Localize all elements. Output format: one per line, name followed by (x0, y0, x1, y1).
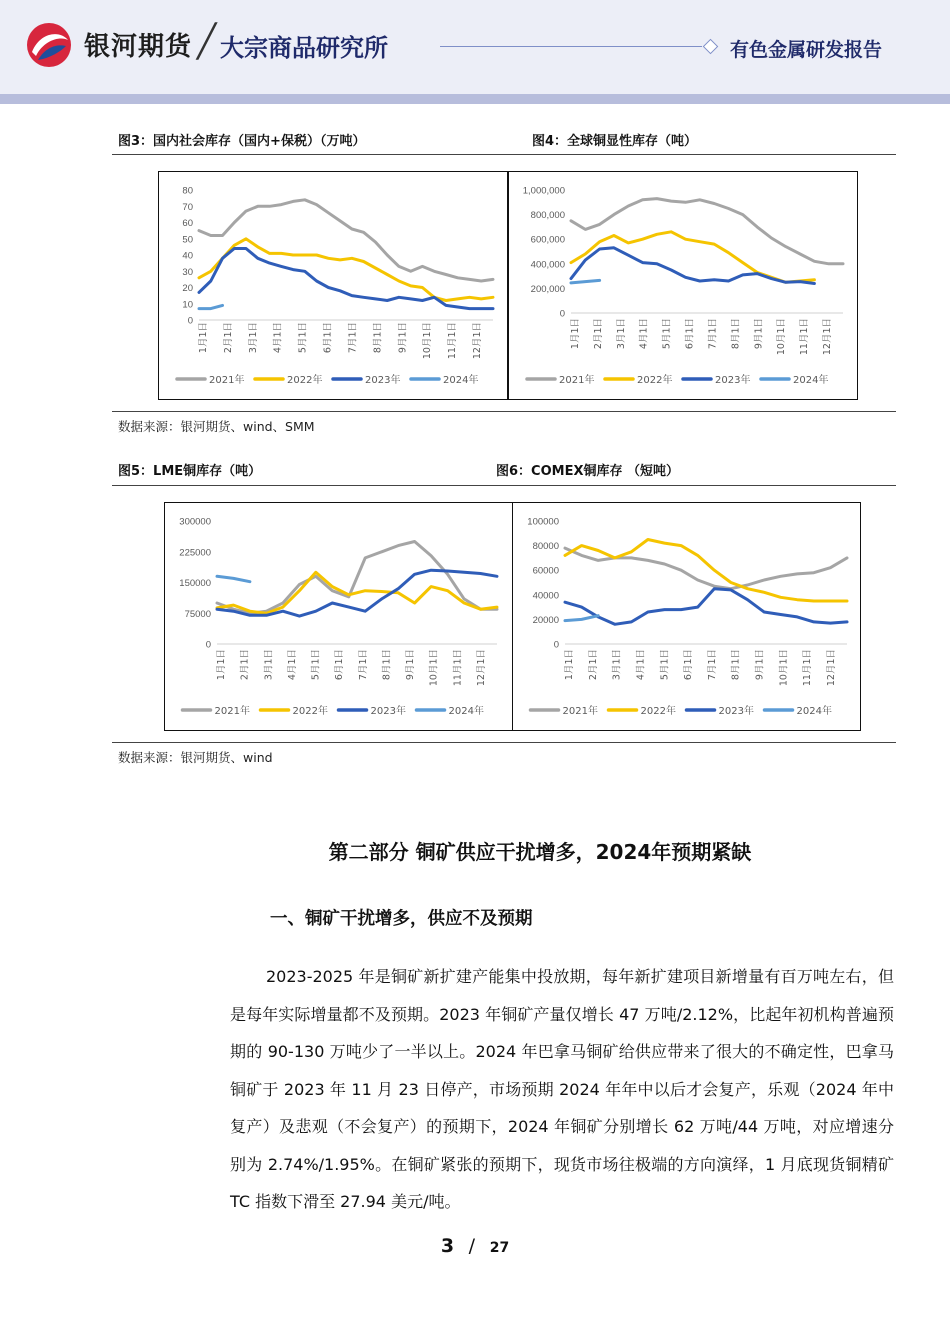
section-title: 第二部分 铜矿供应干扰增多，2024年预期紧缺 (328, 840, 752, 864)
legend-label: 2021年 (209, 375, 245, 386)
x-tick-label: 8月1日 (730, 649, 742, 681)
y-tick-label: 20000 (532, 614, 559, 626)
x-tick-label: 11月1日 (452, 649, 464, 687)
y-tick-label: 600,000 (530, 234, 565, 246)
y-tick-label: 0 (559, 308, 565, 320)
institute-name: 大宗商品研究所 (220, 34, 388, 62)
x-tick-label: 10月1日 (422, 322, 434, 360)
fig3-chart (158, 171, 508, 400)
y-tick-label: 40 (182, 250, 193, 262)
x-tick-label: 5月1日 (659, 649, 671, 681)
fig4-chart (508, 171, 858, 400)
fig6-caption: 图6：COMEX铜库存 （短吨） (496, 464, 680, 479)
y-tick-label: 400,000 (530, 259, 565, 271)
x-tick-label: 11月1日 (447, 322, 459, 360)
y-tick-label: 100000 (527, 516, 559, 528)
series-line-2023年 (565, 589, 847, 625)
x-tick-label: 8月1日 (381, 649, 393, 681)
x-tick-label: 7月1日 (707, 318, 719, 350)
y-tick-label: 225000 (179, 547, 211, 559)
legend-label: 2021年 (214, 706, 250, 717)
x-tick-label: 6月1日 (683, 649, 695, 681)
diamond-icon (703, 39, 719, 55)
fig4-svg (509, 172, 857, 399)
series-line-2021年 (217, 542, 497, 614)
header-bar (0, 94, 950, 104)
series-line-2024年 (199, 305, 223, 308)
y-tick-label: 80 (182, 185, 193, 197)
x-tick-label: 3月1日 (611, 649, 623, 681)
x-tick-label: 9月1日 (754, 649, 766, 681)
legend-label: 2023年 (715, 375, 751, 386)
x-tick-label: 4月1日 (286, 649, 298, 681)
x-tick-label: 9月1日 (397, 322, 409, 354)
legend-label: 2023年 (370, 706, 406, 717)
y-tick-label: 40000 (532, 590, 559, 602)
source-1: 数据来源：银河期货、wind、SMM (118, 419, 315, 434)
fig6-chart (512, 502, 861, 731)
fig6-svg (513, 503, 860, 730)
caption-rule-mid1 (112, 411, 896, 412)
y-tick-label: 0 (553, 639, 559, 651)
legend-label: 2021年 (562, 706, 598, 717)
legend-label: 2022年 (637, 375, 673, 386)
series-line-2021年 (571, 199, 843, 264)
caption-rule-bottom (112, 742, 896, 743)
header-slash: ╱ (197, 22, 217, 60)
report-type: 有色金属研发报告 (730, 39, 883, 61)
legend-label: 2022年 (287, 375, 323, 386)
page-header (0, 0, 950, 94)
x-tick-label: 8月1日 (730, 318, 742, 350)
page-current: 3 (440, 1235, 455, 1257)
y-tick-label: 200,000 (530, 283, 565, 295)
x-tick-label: 5月1日 (310, 649, 322, 681)
x-tick-label: 5月1日 (661, 318, 673, 350)
x-tick-label: 1月1日 (564, 649, 575, 681)
y-tick-label: 60 (182, 218, 193, 229)
galaxy-logo-icon (26, 22, 72, 68)
x-tick-label: 1月1日 (216, 649, 227, 681)
fig5-caption: 图5：LME铜库存（吨） (118, 464, 262, 479)
x-tick-label: 11月1日 (799, 318, 811, 356)
x-tick-label: 12月1日 (822, 318, 833, 356)
y-tick-label: 20 (182, 283, 193, 294)
x-tick-label: 12月1日 (472, 322, 483, 360)
y-tick-label: 50 (182, 234, 193, 246)
y-tick-label: 80000 (532, 541, 559, 553)
series-line-2024年 (217, 576, 250, 581)
y-tick-label: 30 (182, 266, 193, 278)
x-tick-label: 9月1日 (405, 649, 417, 681)
fig3-svg (159, 172, 507, 399)
series-line-2024年 (571, 280, 600, 283)
page-separator: / (468, 1235, 476, 1257)
x-tick-label: 10月1日 (428, 649, 440, 687)
series-line-2024年 (565, 616, 598, 621)
x-tick-label: 4月1日 (638, 318, 650, 350)
caption-rule-mid2 (112, 485, 896, 486)
header-divider (440, 46, 702, 47)
series-line-2022年 (565, 540, 847, 602)
legend-label: 2022年 (640, 706, 676, 717)
legend-label: 2024年 (448, 706, 484, 717)
page-total: 27 (489, 1240, 510, 1256)
y-tick-label: 800,000 (530, 210, 565, 222)
y-tick-label: 70 (182, 201, 193, 213)
fig3-caption: 图3：国内社会库存（国内+保税）（万吨） (118, 134, 366, 149)
legend-label: 2022年 (292, 706, 328, 717)
x-tick-label: 3月1日 (615, 318, 627, 350)
x-tick-label: 2月1日 (587, 649, 599, 681)
legend-label: 2023年 (365, 375, 401, 386)
x-tick-label: 1月1日 (198, 322, 209, 354)
x-tick-label: 10月1日 (776, 318, 788, 356)
source-2: 数据来源：银河期货、wind (118, 750, 273, 765)
legend-label: 2024年 (796, 706, 832, 717)
fig4-caption: 图4：全球铜显性库存（吨） (532, 134, 698, 149)
x-tick-label: 5月1日 (297, 322, 309, 354)
x-tick-label: 6月1日 (322, 322, 334, 354)
x-tick-label: 2月1日 (592, 318, 604, 350)
legend-label: 2024年 (443, 375, 479, 386)
legend-label: 2024年 (793, 375, 829, 386)
x-tick-label: 6月1日 (684, 318, 696, 350)
legend-label: 2023年 (718, 706, 754, 717)
x-tick-label: 4月1日 (272, 322, 284, 354)
x-tick-label: 9月1日 (753, 318, 765, 350)
x-tick-label: 7月1日 (347, 322, 359, 354)
y-tick-label: 10 (182, 299, 193, 311)
fig5-chart (164, 502, 513, 731)
y-tick-label: 150000 (179, 578, 211, 589)
x-tick-label: 7月1日 (706, 649, 718, 681)
x-tick-label: 8月1日 (372, 322, 384, 354)
x-tick-label: 6月1日 (334, 649, 346, 681)
brand-name: 银河期货 (84, 32, 193, 62)
x-tick-label: 7月1日 (357, 649, 369, 681)
y-tick-label: 60000 (532, 565, 559, 577)
page-number (0, 1235, 950, 1257)
x-tick-label: 2月1日 (222, 322, 234, 354)
caption-rule-top (112, 154, 896, 155)
y-tick-label: 75000 (184, 608, 211, 620)
x-tick-label: 12月1日 (476, 649, 487, 687)
legend-label: 2021年 (559, 375, 595, 386)
body-paragraph: 2023-2025 年是铜矿新扩建产能集中投放期，每年新扩建项目新增量有百万吨左右，但是每年实际增量都不及预期。2023 年铜矿产量仅增长 47 万吨/2.12%，比起年初机构普遍预期的 90-130 万吨少了一半以上。2024 年巴拿马铜矿给供应带来了很大的不确定性，巴拿马铜矿于 2023 年 11 月 23 日停产，市场预期 2024 年年中以后才会复产，乐观（2024 年中复产）及悲观（不会复产）的预期下，2024 年铜矿分别增长 62 万吨/44 万吨，对应增速分别为 2.74%/1.95%。在铜矿紧张的预期下，现货市场往极端的方向演绎，1 月底现货铜精矿 TC 指数下滑至 27.94 美元/吨。 (230, 967, 894, 1211)
y-tick-label: 0 (205, 639, 211, 651)
subsection-title: 一、铜矿干扰增多，供应不及预期 (270, 909, 533, 929)
x-tick-label: 3月1日 (247, 322, 259, 354)
x-tick-label: 2月1日 (239, 649, 251, 681)
y-tick-label: 0 (187, 315, 193, 327)
x-tick-label: 3月1日 (263, 649, 275, 681)
x-tick-label: 4月1日 (635, 649, 647, 681)
fig5-svg (165, 503, 512, 730)
x-tick-label: 12月1日 (826, 649, 837, 687)
series-line-2022年 (571, 232, 814, 282)
y-tick-label: 300000 (179, 516, 211, 528)
x-tick-label: 11月1日 (802, 649, 814, 687)
y-tick-label: 1,000,000 (522, 185, 565, 197)
x-tick-label: 10月1日 (778, 649, 790, 687)
x-tick-label: 1月1日 (570, 318, 581, 350)
